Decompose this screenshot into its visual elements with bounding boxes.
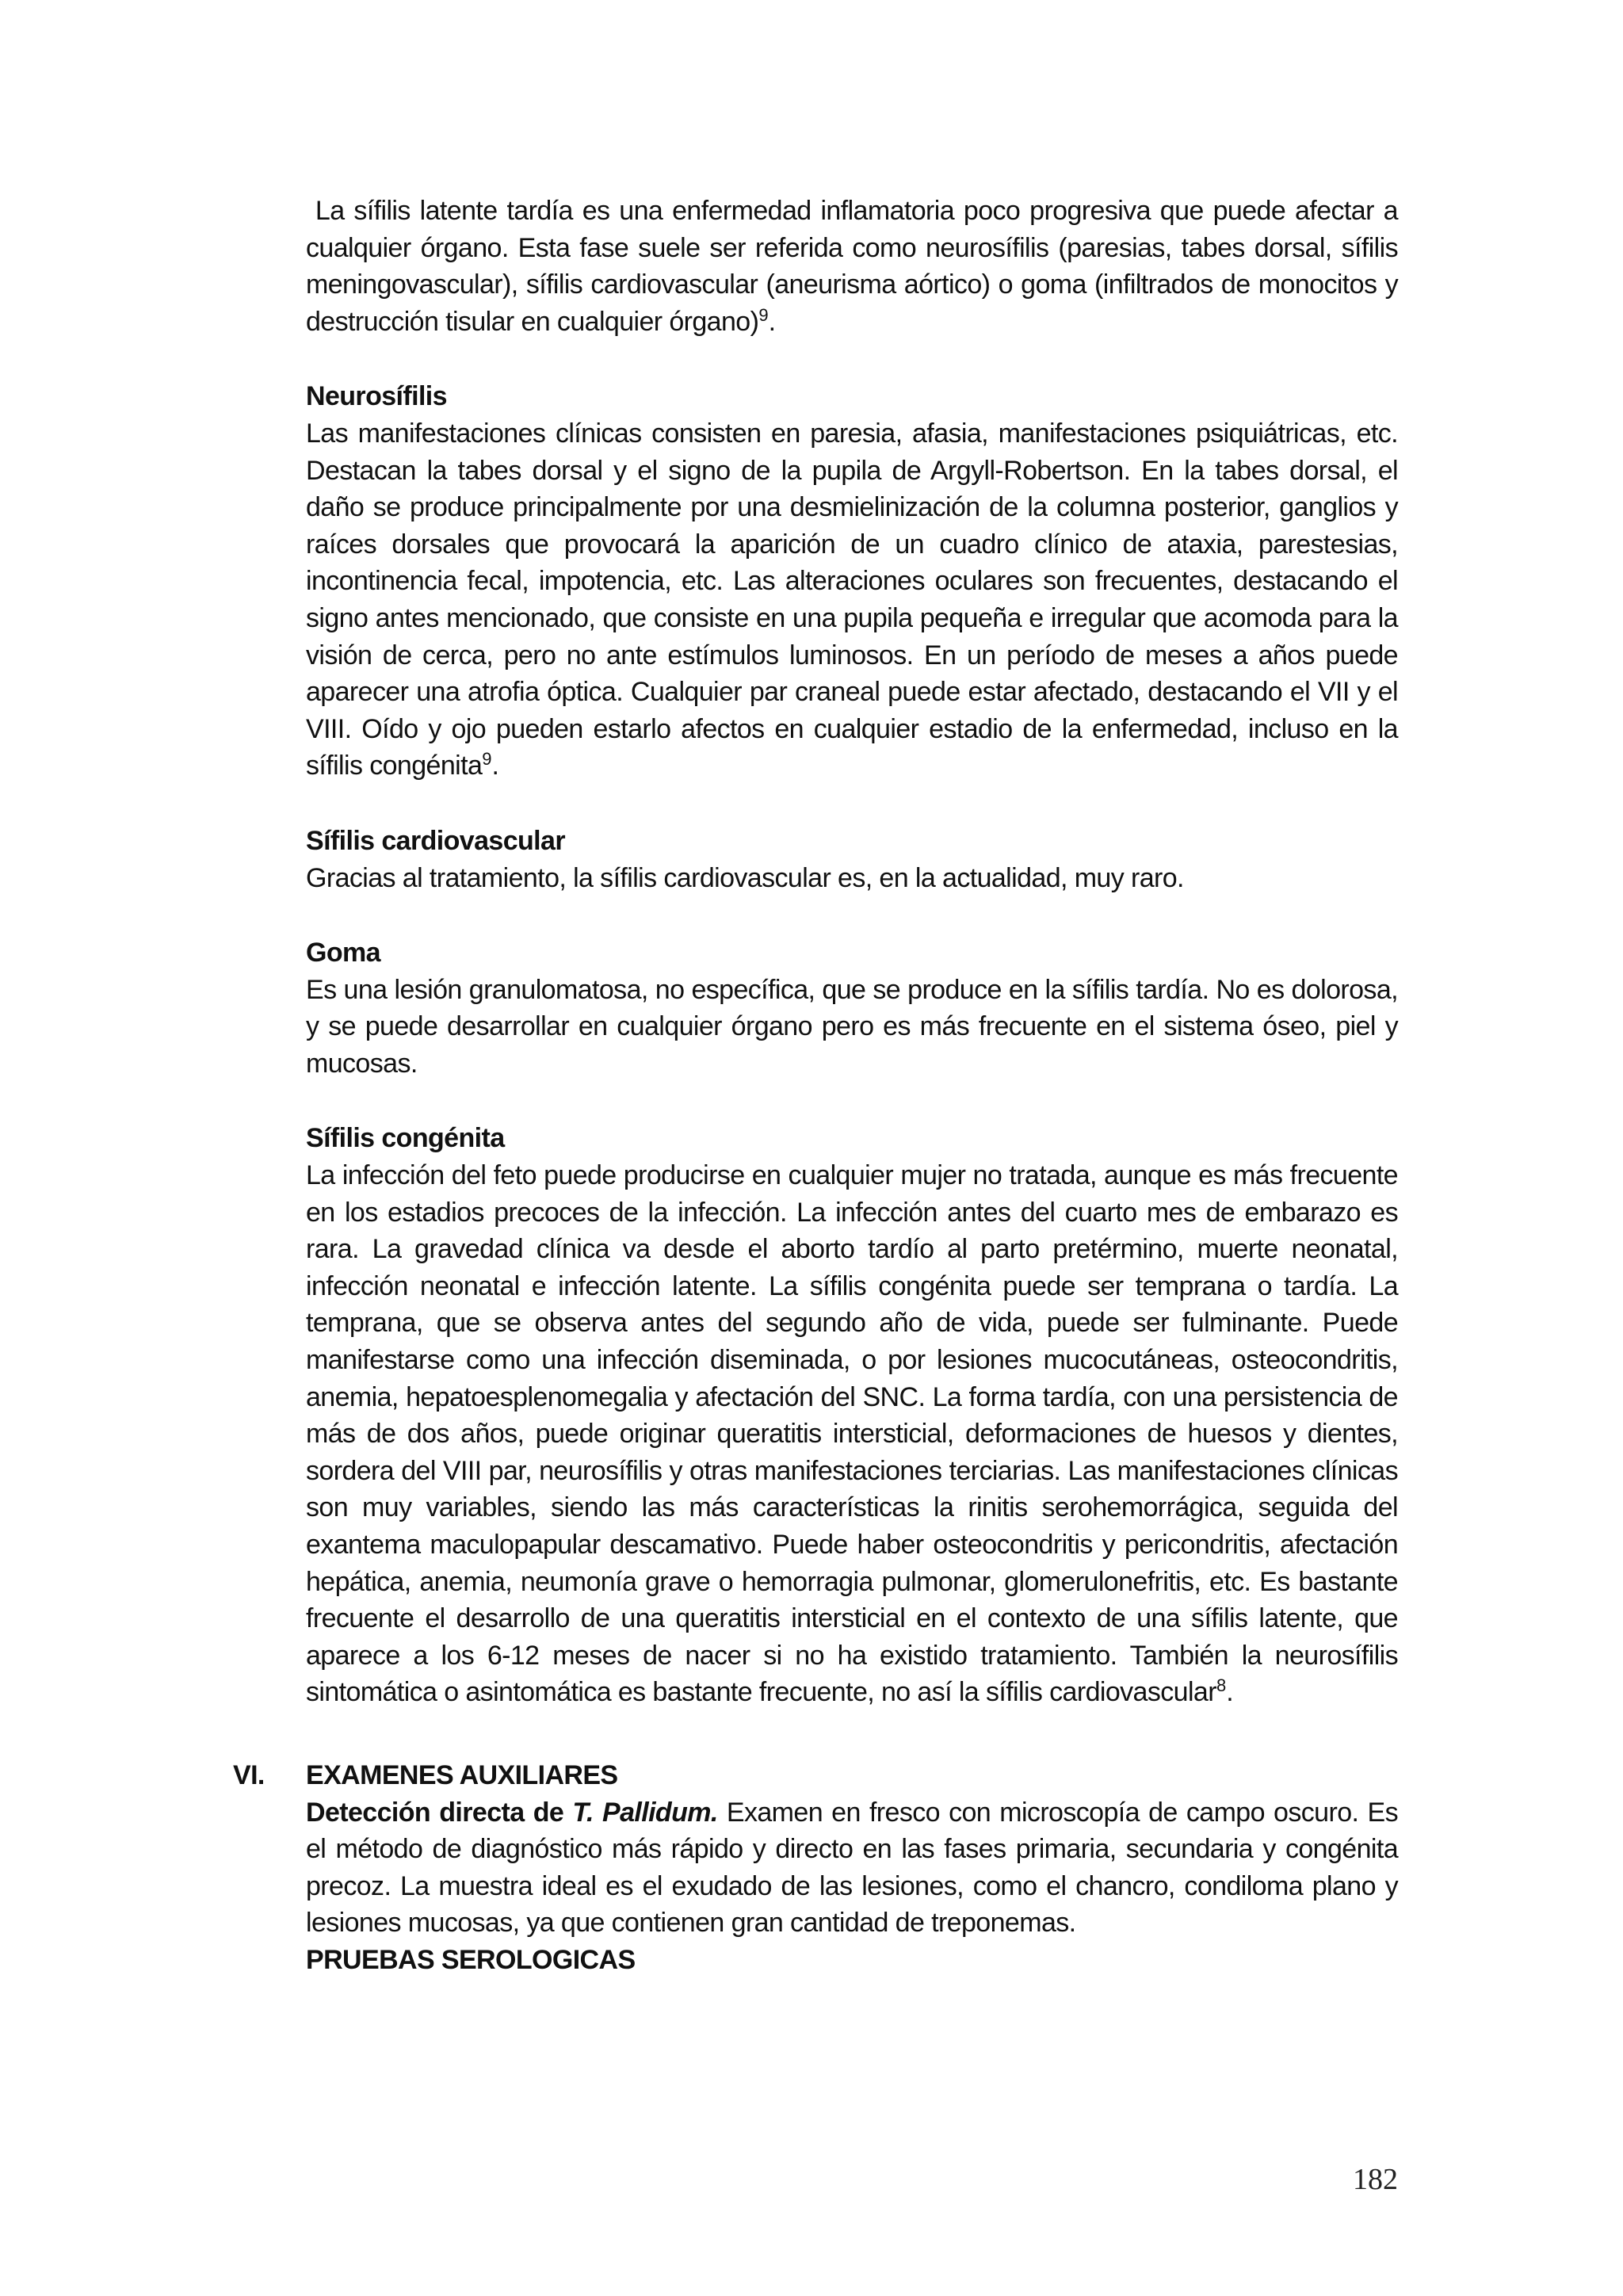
neurosifilis-text: Las manifestaciones clínicas consisten en paresia, afasia, manifestaciones psiquiátricas, etc. Destacan la tabes dorsal y el signo de la pupila de Argyll-Robertson. En la tabes dorsal, el daño se produce principalmente por una desmielinización de la columna posterior, ganglios y raíces dorsales que provocará la aparición de un cuadro clínico de ataxia, parestesias, incontinencia fecal, impotencia, etc. Las alteraciones oculares son frecuentes, destacando el signo antes mencionado, que consiste en una pupila pequeña e irregular que acomoda para la visión de cerca, pero no ante estímulos luminosos. En un período de meses a años puede aparecer una atrofia óptica. Cualquier par craneal puede estar afectado, destacando el VII y el VIII. Oído y ojo pueden estarlo afectos en cualquier estadio de la enfermedad, incluso en la sífilis congénita (306, 418, 1398, 781)
pruebas-serologicas-heading: PRUEBAS SEROLOGICAS (306, 1944, 636, 1975)
spacer (306, 785, 1398, 823)
deteccion-text: Examen en fresco con microscopía de campo oscuro. Es el método de diagnóstico más rápido y directo en las fases primaria, secundaria y congénita precoz. La muestra ideal es el exudado de las lesiones, como el chancro, condiloma plano y lesiones mucosas, ya que contienen gran cantidad de treponemas. (306, 1797, 1398, 1939)
section-vi (233, 1757, 1398, 1979)
cardiovascular-heading: Sífilis cardiovascular (306, 825, 565, 856)
spacer (306, 896, 1398, 934)
spacer (306, 340, 1398, 378)
reference-superscript: 9 (482, 749, 492, 770)
reference-superscript: 8 (1216, 1675, 1227, 1696)
congenita-text: La infección del feto puede producirse en cualquier mujer no tratada, aunque es más frecuente en los estadios precoces de la infección. La infección antes del cuarto mes de embarazo es rara. La gravedad clínica va desde el aborto tardío al parto pretérmino, muerte neonatal, infección neonatal e infección latente. La sífilis congénita puede ser temprana o tardía. La temprana, que se observa antes del segundo año de vida, puede ser fulminante. Puede manifestarse como una infección diseminada, o por lesiones mucocutáneas, osteocondritis, anemia, hepatoesplenomegalia y afectación del SNC. La forma tardía, con una persistencia de más de dos años, puede originar queratitis intersticial, deformaciones de huesos y dientes, sordera del VIII par, neurosífilis y otras manifestaciones terciarias. Las manifestaciones clínicas son muy variables, siendo las más características la rinitis serohemorrágica, seguida del exantema maculopapular descamativo. Puede haber osteocondritis y pericondritis, afectación hepática, anemia, neumonía grave o hemorragia pulmonar, glomerulonefritis, etc. Es bastante frecuente el desarrollo de una queratitis intersticial en el contexto de una sífilis latente, que aparece a los 6-12 meses de nacer si no ha existido tratamiento. También la neurosífilis sintomática o asintomática es bastante frecuente, no así la sífilis cardiovascular (306, 1160, 1398, 1708)
spacer (306, 1711, 1398, 1757)
congenita-heading: Sífilis congénita (306, 1123, 505, 1154)
spacer (306, 1082, 1398, 1120)
intro-tail: . (768, 306, 776, 337)
page-content (233, 193, 1398, 1979)
congenita-paragraph (306, 1157, 1398, 1711)
neurosifilis-tail: . (491, 751, 499, 781)
cardiovascular-paragraph: Gracias al tratamiento, la sífilis cardiovascular es, en la actualidad, muy raro. (306, 862, 1184, 893)
congenita-tail: . (1226, 1677, 1234, 1708)
goma-heading: Goma (306, 938, 380, 968)
deteccion-species: T. Pallidum. (572, 1797, 718, 1828)
intro-paragraph (306, 193, 1398, 340)
intro-text: La sífilis latente tardía es una enfermedad inflamatoria poco progresiva que puede afectar a cualquier órgano. Esta fase suele ser referida como neurosífilis (paresias, tabes dorsal, sífilis meningovascular), sífilis cardiovascular (aneurisma aórtico) o goma (infiltrados de monocitos y destrucción tisular en cualquier órgano) (306, 196, 1398, 337)
goma-paragraph: Es una lesión granulomatosa, no específica, que se produce en la sífilis tardía. No es dolorosa, y se puede desarrollar en cualquier órgano pero es más frecuente en el sistema óseo, piel y mucosas. (306, 974, 1398, 1079)
neurosifilis-paragraph (306, 415, 1398, 785)
neurosifilis-heading: Neurosífilis (306, 381, 447, 412)
page-number: 182 (1353, 2163, 1398, 2196)
reference-superscript: 9 (758, 304, 769, 325)
section-number: VI. (233, 1759, 265, 1790)
deteccion-paragraph (306, 1794, 1398, 1942)
section-vi-heading: EXAMENES AUXILIARES (306, 1759, 618, 1790)
deteccion-label: Detección directa de (306, 1797, 573, 1828)
